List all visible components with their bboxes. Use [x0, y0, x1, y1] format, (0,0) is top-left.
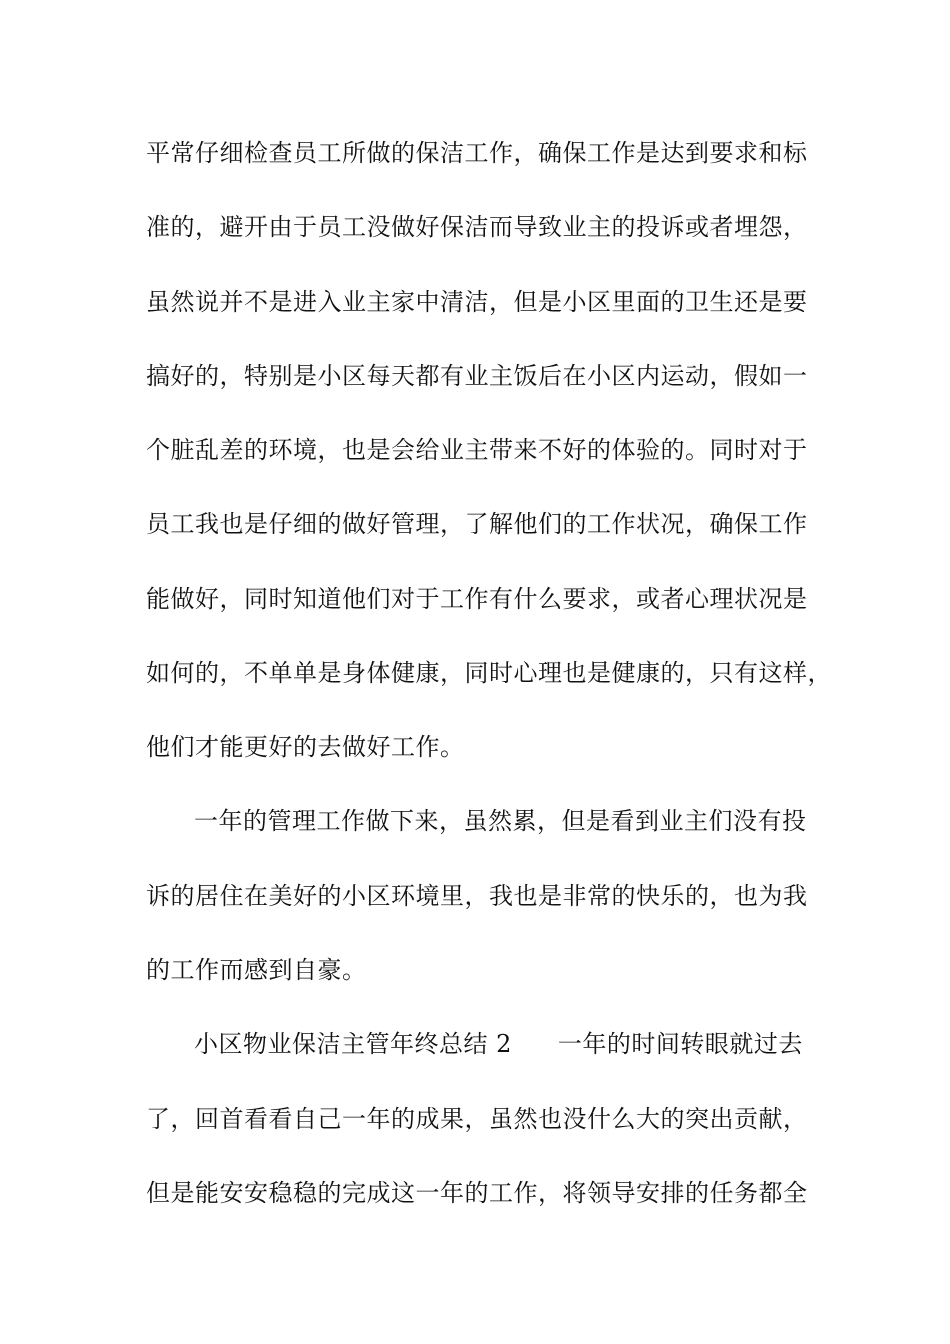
text-line: 他们才能更好的去做好工作。 [146, 733, 465, 761]
section-title: 小区物业保洁主管年终总结 2 [194, 1030, 512, 1058]
text-line: 能做好，同时知道他们对于工作有什么要求，或者心理状况是 [146, 585, 808, 613]
text-line: 平常仔细检查员工所做的保洁工作，确保工作是达到要求和标 [146, 139, 808, 167]
text-line: 但是能安安稳稳的完成这一年的工作，将领导安排的任务都全 [146, 1179, 808, 1207]
text-line: 个脏乱差的环境，也是会给业主带来不好的体验的。同时对于 [146, 436, 808, 464]
text-line: 准的，避开由于员工没做好保洁而导致业主的投诉或者埋怨， [146, 213, 808, 241]
text-line: 如何的，不单单是身体健康，同时心理也是健康的，只有这样， [146, 659, 832, 687]
text-line: 了，回首看看自己一年的成果，虽然也没什么大的突出贡献， [146, 1105, 808, 1133]
text-line: 的工作而感到自豪。 [146, 956, 367, 984]
text-line: 诉的居住在美好的小区环境里，我也是非常的快乐的，也为我 [146, 882, 808, 910]
text-line: 虽然说并不是进入业主家中清洁，但是小区里面的卫生还是要 [146, 288, 808, 316]
text-line: 搞好的，特别是小区每天都有业主饭后在小区内运动，假如一 [146, 362, 808, 390]
paragraph-start: 一年的时间转眼就过去 [557, 1030, 803, 1058]
section-title-line [194, 1029, 803, 1059]
text-line: 员工我也是仔细的做好管理，了解他们的工作状况，确保工作 [146, 510, 808, 538]
paragraph-first-line: 一年的管理工作做下来，虽然累，但是看到业主们没有投 [194, 807, 807, 835]
